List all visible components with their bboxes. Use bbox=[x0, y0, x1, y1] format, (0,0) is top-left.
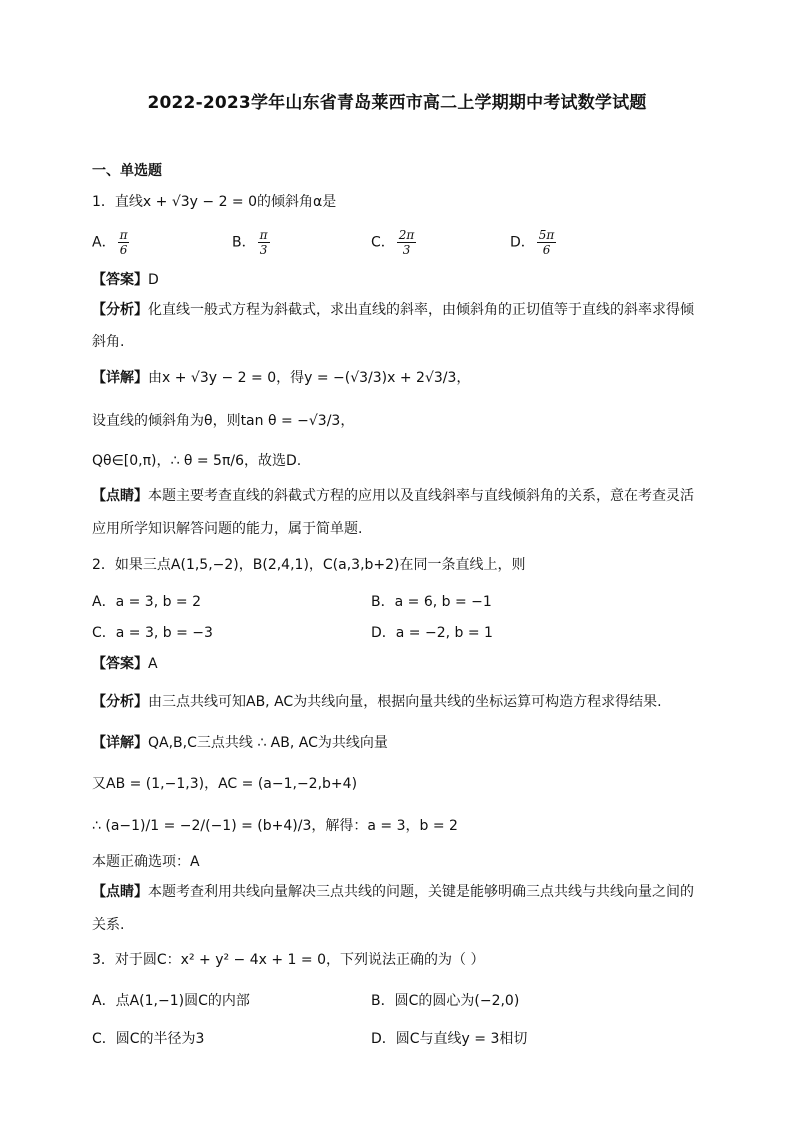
q2-comment-text1: 本题考查利用共线向量解决三点共线的问题，关键是能够明确三点共线与共线向量之间的 bbox=[148, 884, 694, 900]
q1-option-d-label: D． bbox=[510, 234, 535, 251]
q2-analysis bbox=[92, 693, 662, 711]
q2-option-b: B．a = 6, b = −1 bbox=[371, 594, 492, 610]
q1-option-d bbox=[510, 228, 558, 257]
q1-option-d-fraction bbox=[537, 228, 557, 257]
q3-option-c: C．圆C的半径为3 bbox=[92, 1031, 205, 1047]
section-heading: 一、单选题 bbox=[92, 163, 162, 179]
q2-analysis-tag: 【分析】 bbox=[92, 694, 148, 710]
q1-option-b-label: B． bbox=[232, 234, 256, 251]
q1-option-a-fraction bbox=[118, 228, 130, 257]
q1-analysis-tag: 【分析】 bbox=[92, 302, 148, 318]
q1-detail-tag: 【详解】 bbox=[92, 370, 148, 386]
q1-detail-text1: 由x + √3y − 2 = 0，得y = −(√3/3)x + 2√3/3， bbox=[148, 370, 471, 386]
q2-stem: 2．如果三点A(1,5,−2)，B(2,4,1)，C(a,3,b+2)在同一条直线上，则 bbox=[92, 557, 526, 573]
q1-option-b-num: π bbox=[259, 228, 268, 242]
q2-comment-line1 bbox=[92, 883, 694, 901]
q2-option-c: C．a = 3, b = −3 bbox=[92, 625, 213, 641]
q2-detail-tag: 【详解】 bbox=[92, 735, 148, 751]
q2-detail-line2: 又AB = (1,−1,3)，AC = (a−1,−2,b+4) bbox=[92, 776, 358, 792]
q2-answer-tag: 【答案】 bbox=[92, 656, 148, 672]
q1-answer-tag: 【答案】 bbox=[92, 272, 148, 288]
q1-option-d-den: 6 bbox=[542, 243, 551, 257]
q1-option-a-num: π bbox=[119, 228, 128, 242]
q1-option-d-num: 5π bbox=[538, 228, 555, 242]
q1-answer-value: D bbox=[148, 272, 159, 288]
q1-stem: 1．直线x + √3y − 2 = 0的倾斜角α是 bbox=[92, 194, 337, 210]
q1-detail-line1 bbox=[92, 369, 470, 387]
q1-comment-tag: 【点睛】 bbox=[92, 488, 148, 504]
q3-option-a: A．点A(1,−1)圆C的内部 bbox=[92, 993, 250, 1009]
q1-option-c-label: C． bbox=[371, 234, 395, 251]
q2-analysis-text: 由三点共线可知AB, AC为共线向量，根据向量共线的坐标运算可构造方程求得结果. bbox=[148, 694, 662, 710]
q1-option-a-den: 6 bbox=[119, 243, 128, 257]
q1-option-c-fraction bbox=[397, 228, 417, 257]
q1-option-a-label: A． bbox=[92, 234, 116, 251]
q2-detail-line4: 本题正确选项：A bbox=[92, 854, 200, 870]
q1-option-a bbox=[92, 228, 131, 257]
q2-comment-line2: 关系. bbox=[92, 917, 125, 933]
q2-answer-value: A bbox=[148, 656, 158, 672]
q1-analysis-line2: 斜角. bbox=[92, 334, 125, 350]
q2-detail-text1: QA,B,C三点共线 ∴ AB, AC为共线向量 bbox=[148, 735, 388, 751]
q1-option-c bbox=[371, 228, 418, 257]
q1-option-b bbox=[232, 228, 272, 257]
q1-option-c-den: 3 bbox=[402, 243, 411, 257]
q1-detail-line2: 设直线的倾斜角为θ，则tan θ = −√3/3， bbox=[92, 413, 355, 429]
q1-detail-line3: Qθ∈[0,π)，∴ θ = 5π/6，故选D. bbox=[92, 453, 302, 469]
q2-detail-line1 bbox=[92, 734, 388, 752]
q3-option-d: D．圆C与直线y = 3相切 bbox=[371, 1031, 528, 1047]
q1-option-b-den: 3 bbox=[259, 243, 268, 257]
q1-comment-text1: 本题主要考查直线的斜截式方程的应用以及直线斜率与直线倾斜角的关系，意在考查灵活 bbox=[148, 488, 694, 504]
q2-option-a: A．a = 3, b = 2 bbox=[92, 594, 202, 610]
q3-option-b: B．圆C的圆心为(−2,0) bbox=[371, 993, 520, 1009]
q1-comment-line1 bbox=[92, 487, 694, 505]
q1-option-c-num: 2π bbox=[398, 228, 415, 242]
document-title: 2022-2023学年山东省青岛莱西市高二上学期期中考试数学试题 bbox=[147, 93, 647, 113]
q2-comment-tag: 【点睛】 bbox=[92, 884, 148, 900]
q1-analysis-text1: 化直线一般式方程为斜截式，求出直线的斜率，由倾斜角的正切值等于直线的斜率求得倾 bbox=[148, 302, 694, 318]
q2-option-d: D．a = −2, b = 1 bbox=[371, 625, 493, 641]
q1-answer bbox=[92, 271, 159, 289]
q3-stem: 3．对于圆C：x² + y² − 4x + 1 = 0，下列说法正确的为（ ） bbox=[92, 952, 485, 968]
q1-option-b-fraction bbox=[258, 228, 270, 257]
q1-comment-line2: 应用所学知识解答问题的能力，属于简单题. bbox=[92, 521, 363, 537]
q1-analysis-line1 bbox=[92, 301, 694, 319]
q2-detail-line3: ∴ (a−1)/1 = −2/(−1) = (b+4)/3，解得：a = 3，b = 2 bbox=[92, 818, 458, 834]
q2-answer bbox=[92, 655, 158, 673]
